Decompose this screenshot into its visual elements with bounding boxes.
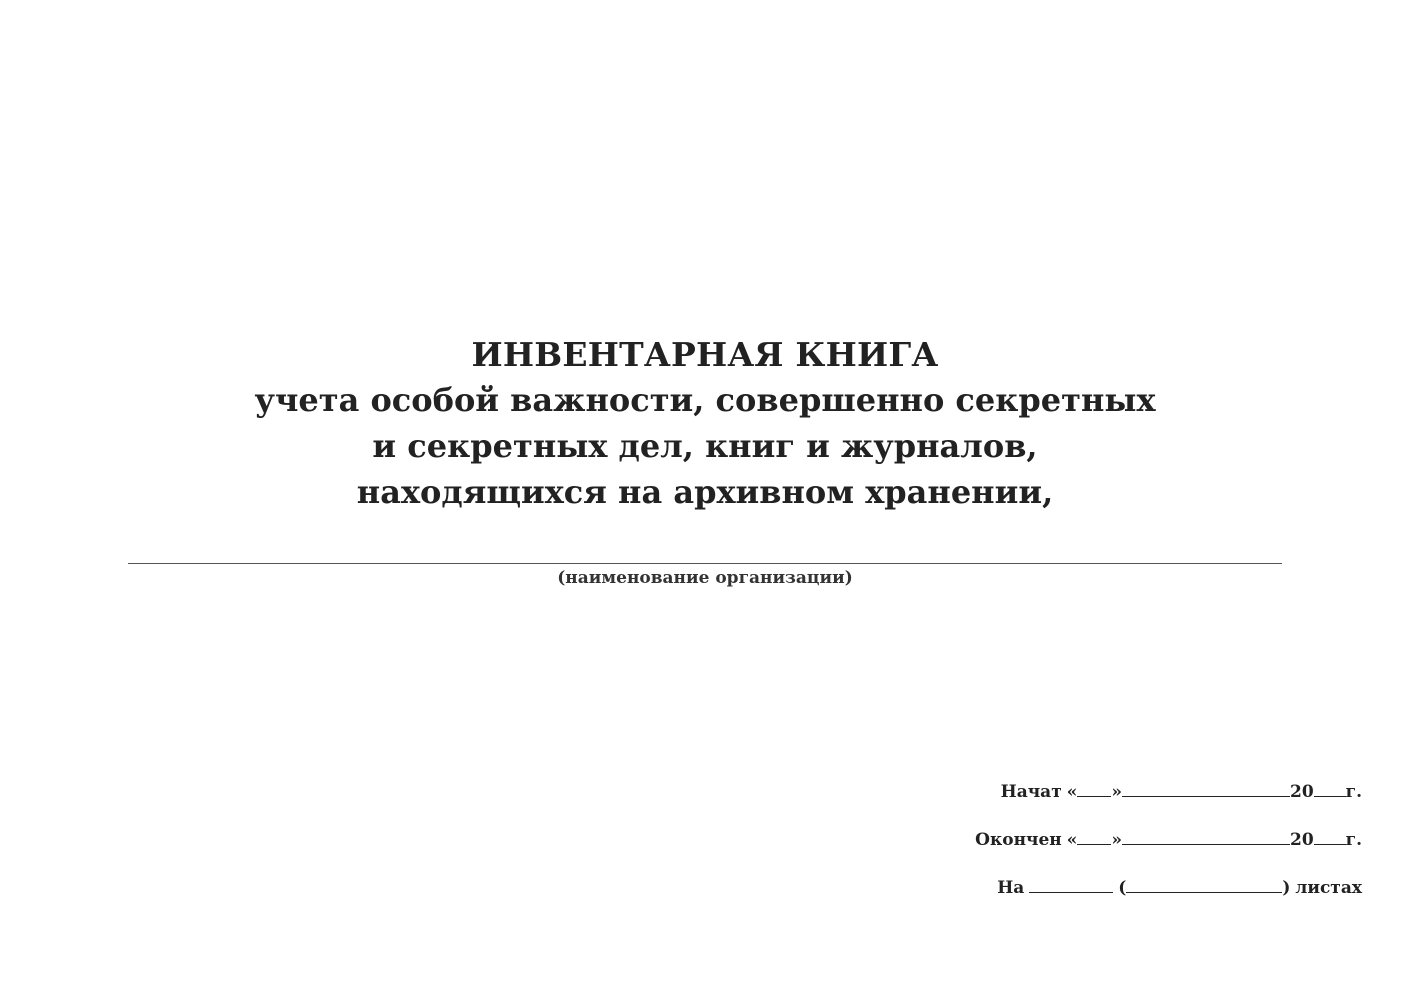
start-open-quote: « bbox=[1066, 782, 1078, 802]
end-year-suffix: г. bbox=[1345, 830, 1362, 850]
title-subtitle-line-3: находящихся на архивном хранении, bbox=[356, 473, 1054, 511]
end-year-blank bbox=[1314, 824, 1346, 845]
end-date-row bbox=[975, 824, 1362, 872]
end-close-quote: » bbox=[1111, 830, 1122, 850]
sheets-label: На bbox=[997, 878, 1025, 898]
end-month-blank bbox=[1122, 824, 1290, 845]
sheets-number-blank bbox=[1029, 872, 1113, 893]
title-subtitle-line-1: учета особой важности, совершенно секретных bbox=[254, 381, 1156, 419]
document-title bbox=[0, 333, 1410, 515]
end-day-blank bbox=[1077, 824, 1111, 845]
start-year-suffix: г. bbox=[1345, 782, 1362, 802]
sheets-words-blank bbox=[1126, 872, 1282, 893]
title-main: ИНВЕНТАРНАЯ КНИГА bbox=[471, 335, 939, 374]
start-year-prefix: 20 bbox=[1289, 782, 1314, 802]
sheets-close-paren: ) bbox=[1282, 878, 1291, 898]
start-close-quote: » bbox=[1111, 782, 1122, 802]
end-open-quote: « bbox=[1066, 830, 1078, 850]
end-date-label: Окончен bbox=[975, 830, 1062, 850]
start-day-blank bbox=[1077, 776, 1111, 797]
organization-name-field bbox=[128, 563, 1282, 564]
start-year-blank bbox=[1314, 776, 1346, 797]
title-subtitle-line-2: и секретных дел, книг и журналов, bbox=[372, 427, 1038, 465]
sheets-row bbox=[975, 872, 1362, 920]
start-month-blank bbox=[1122, 776, 1290, 797]
start-date-row bbox=[975, 776, 1362, 824]
sheets-open-paren: ( bbox=[1118, 878, 1127, 898]
end-year-prefix: 20 bbox=[1289, 830, 1314, 850]
sheets-suffix: листах bbox=[1295, 878, 1362, 898]
dates-block bbox=[975, 776, 1362, 920]
start-date-label: Начат bbox=[1000, 782, 1062, 802]
organization-caption: (наименование организации) bbox=[557, 568, 853, 588]
